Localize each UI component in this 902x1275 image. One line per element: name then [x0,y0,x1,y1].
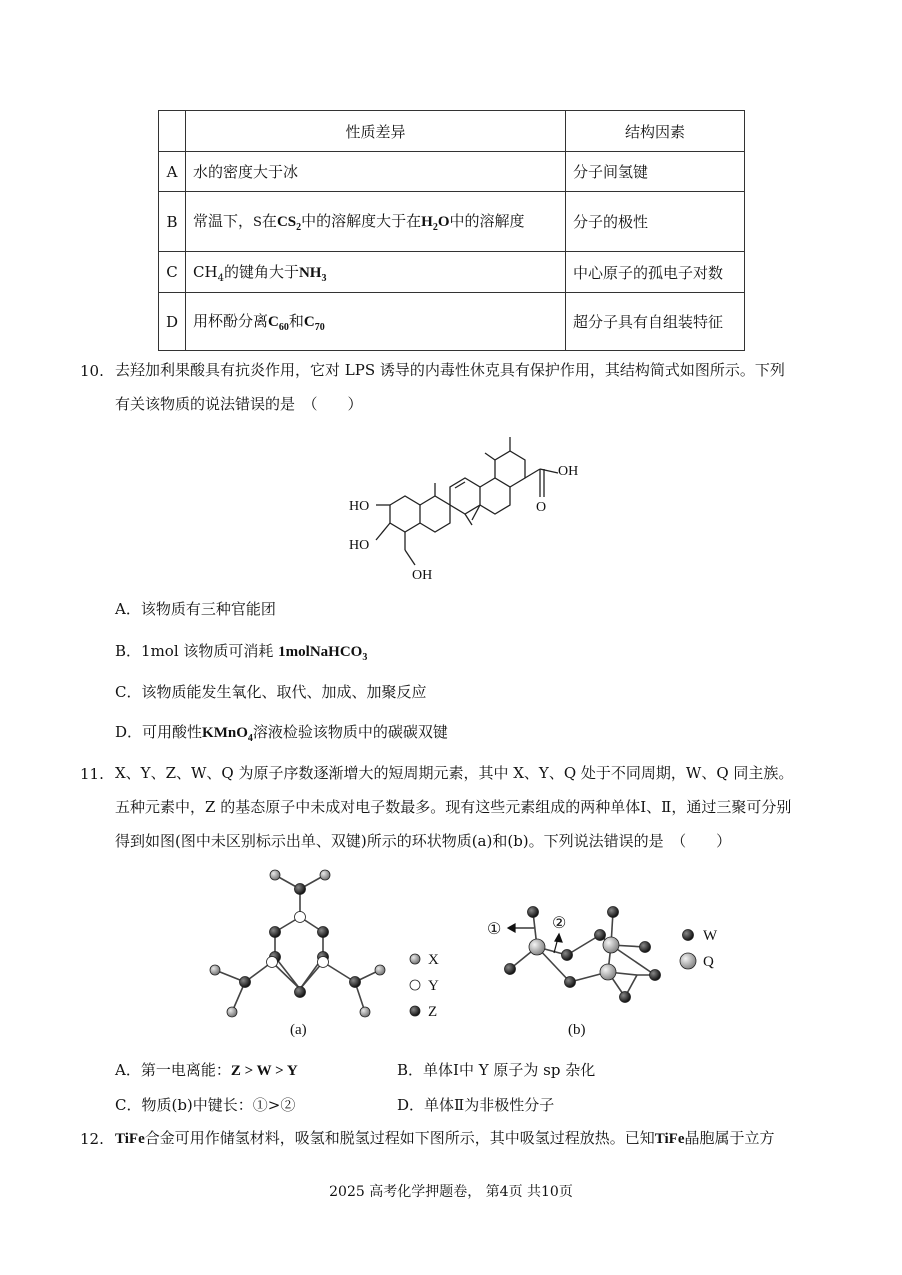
legend-label-q: Q [703,954,714,970]
option-c: C．物质(b)中键长：①>② [115,1096,296,1114]
row-label: A [159,152,186,192]
row-diff: $CH_4$的键角大于$NH_3$ [186,252,566,293]
question-text [115,353,785,421]
row-factor: 超分子具有自组装特征 [566,293,745,351]
caption-b: (b) [568,1022,586,1038]
legend-b [680,930,696,970]
option-d: D．单体Ⅱ为非极性分子 [397,1096,555,1114]
row-factor: 分子的极性 [566,192,745,252]
table-row [159,293,745,351]
question-number: 11. [80,765,104,783]
page-footer: 2025 高考化学押题卷， 第4页 共10页 [329,1184,573,1200]
label-ho: HO [349,499,370,514]
label-oh: OH [558,464,579,479]
question-line: 五种元素中，Z 的基态原子中未成对电子数最多。现有这些元素组成的两种单体Ⅰ、Ⅱ，通过三聚可分别 [115,798,792,816]
label-o: O [536,500,547,515]
question-text: TiFe合金可用作储氢材料，吸氢和脱氢过程如下图所示，其中吸氢过程放热。已知TiFe晶胞属于立方 [115,1129,775,1147]
table-header-row [159,111,745,152]
row-label: B [159,192,186,252]
question-line: X、Y、Z、W、Q 为原子序数逐渐增大的短周期元素，其中 X、Y、Q 处于不同周期，W、Q 同主族。 [115,764,794,782]
question-line: 有关该物质的说法错误的是 （ ） [115,395,363,413]
marker-1: ① [487,921,502,938]
legend-label-x: X [428,952,439,968]
legend-label-w: W [703,928,718,944]
header-cell-diff: 性质差异 [186,111,566,152]
label-oh: OH [412,568,433,583]
option-a: A．该物质有三种官能团 [115,600,276,618]
row-diff: 水的密度大于冰 [186,152,566,192]
legend-a [410,954,420,1016]
question-number: 12. [80,1130,104,1148]
table-row [159,252,745,293]
marker-2: ② [552,915,567,932]
legend-label-z: Z [428,1004,438,1020]
table-row [159,152,745,192]
header-cell-factor: 结构因素 [566,111,745,152]
option-d: D．可用酸性KMnO$_4$溶液检验该物质中的碳碳双键 [115,723,448,744]
molecule-figure [200,862,740,1047]
question-text [115,756,793,858]
option-b: B．1mol 该物质可消耗 1molNaHCO$_3$ [115,642,368,663]
structure-b [510,912,655,997]
label-ho: HO [349,538,370,553]
table-row [159,192,745,252]
triterpene-structure-diagram [340,425,590,590]
properties-table [158,110,745,351]
row-factor: 中心原子的孤电子对数 [566,252,745,293]
row-label: D [159,293,186,351]
question-line: 得到如图(图中未区别标示出单、双键)所示的环状物质(a)和(b)。下列说法错误的是 （ ） [115,832,732,850]
row-factor: 分子间氢键 [566,152,745,192]
row-diff: 用杯酚分离$C_{60}$和$C_{70}$ [186,293,566,351]
question-line: 去羟加利果酸具有抗炎作用，它对 LPS 诱导的内毒性休克具有保护作用，其结构简式如图所示。下列 [115,361,785,379]
row-diff: 常温下，S在$CS_2$中的溶解度大于在$H_2O$中的溶解度 [186,192,566,252]
option-a: A．第一电离能：Z > W > Y [115,1061,298,1079]
legend-label-y: Y [428,978,439,994]
caption-a: (a) [290,1022,307,1038]
option-c: C．该物质能发生氧化、取代、加成、加聚反应 [115,683,427,701]
header-cell-empty [159,111,186,152]
option-b: B．单体Ⅰ中 Y 原子为 sp 杂化 [397,1061,596,1079]
question-number: 10. [80,362,104,380]
row-label: C [159,252,186,293]
